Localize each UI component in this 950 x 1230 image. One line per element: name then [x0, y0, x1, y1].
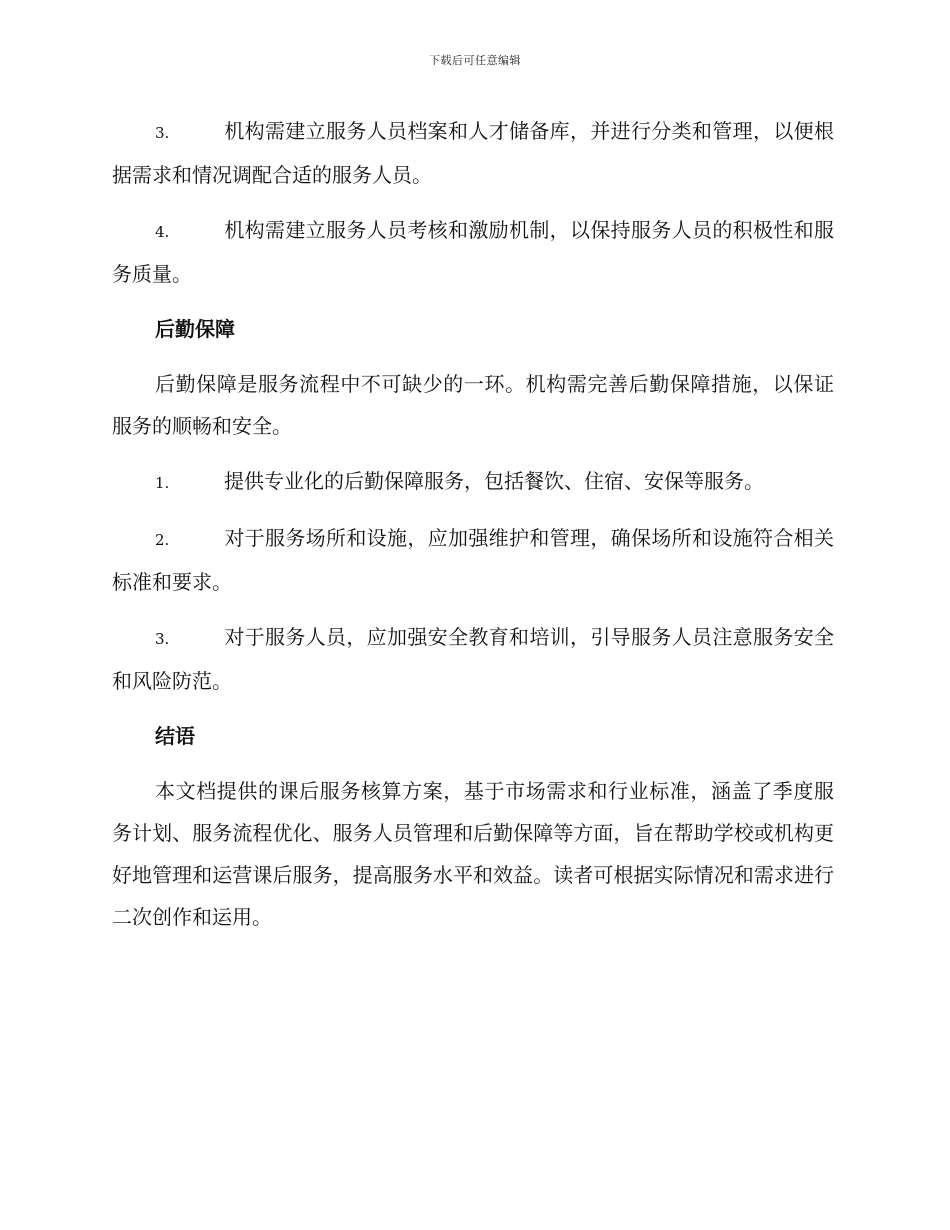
list-item-text: 机构需建立服务人员考核和激励机制，以保持服务人员的积极性和服务质量。	[112, 218, 834, 286]
section-heading-conclusion: 结语	[155, 724, 195, 748]
list-item	[112, 460, 834, 504]
list-item-number: 1.	[155, 474, 170, 492]
list-item-number: 3.	[155, 630, 170, 648]
list-item	[112, 517, 834, 603]
conclusion-paragraph: 本文档提供的课后服务核算方案，基于市场需求和行业标准，涵盖了季度服务计划、服务流程优化、服务人员管理和后勤保障等方面，旨在帮助学校或机构更好地管理和运营课后服务，提高服务水平和效益。读者可根据实际情况和需求进行二次创作和运用。	[112, 779, 834, 929]
list-item-number: 2.	[155, 531, 170, 549]
list-item-number: 3.	[155, 124, 170, 142]
list-item-number: 4.	[155, 223, 170, 241]
page-header: 下载后可任意编辑	[429, 54, 521, 67]
document-body	[112, 110, 834, 951]
list-item-text: 对于服务场所和设施，应加强维护和管理，确保场所和设施符合相关标准和要求。	[112, 526, 834, 594]
list-item-text: 对于服务人员，应加强安全教育和培训，引导服务人员注意服务安全和风险防范。	[112, 625, 834, 693]
list-item	[112, 110, 834, 196]
list-item	[112, 616, 834, 702]
list-item	[112, 209, 834, 295]
logistics-intro-paragraph: 后勤保障是服务流程中不可缺少的一环。机构需完善后勤保障措施，以保证服务的顺畅和安全。	[112, 372, 834, 438]
list-item-text: 机构需建立服务人员档案和人才储备库，并进行分类和管理，以便根据需求和情况调配合适的服务人员。	[112, 119, 834, 187]
section-heading-logistics: 后勤保障	[155, 317, 235, 341]
list-item-text: 提供专业化的后勤保障服务，包括餐饮、住宿、安保等服务。	[224, 469, 764, 493]
